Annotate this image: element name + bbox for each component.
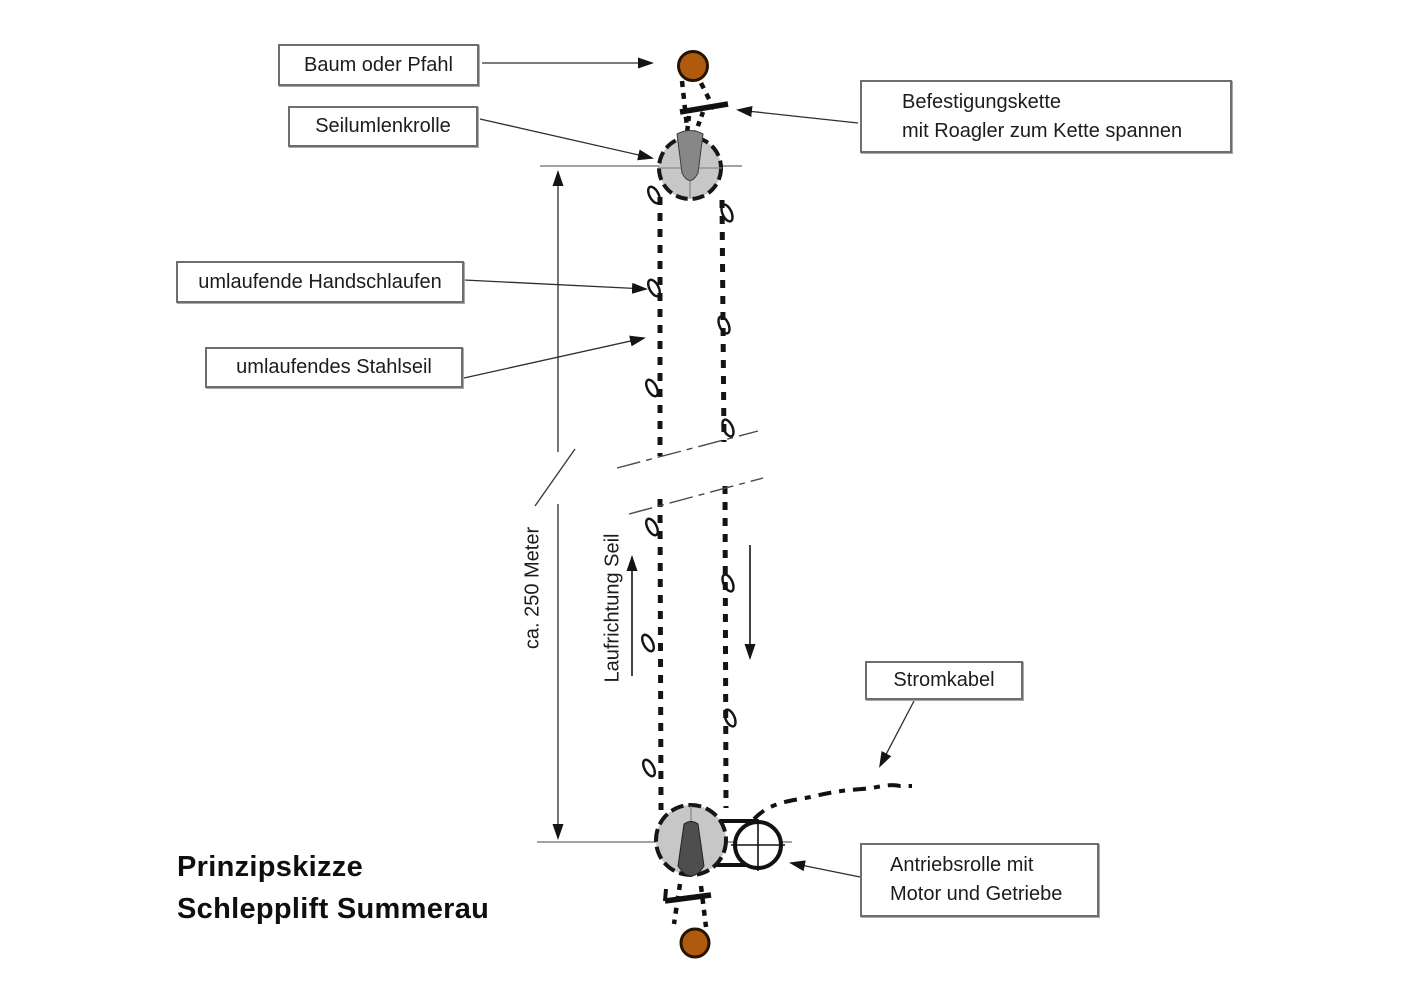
dimension-label: ca. 250 Meter [521, 526, 544, 650]
label-seilumlenkrolle [288, 106, 478, 147]
label-baum-text: Baum oder Pfahl [304, 53, 453, 76]
label-stahlseil-text: umlaufendes Stahlseil [236, 356, 432, 378]
break-line-2 [629, 478, 763, 514]
label-handschlaufen [176, 261, 464, 303]
sketch-title-line1: Prinzipskizze [177, 851, 364, 883]
sketch-title [177, 846, 489, 930]
leader-befestigungskette [738, 110, 858, 123]
rope-left-lower [660, 499, 661, 810]
label-stromkabel-text: Stromkabel [893, 669, 995, 691]
label-antriebsrolle-line1: Antriebsrolle mit [890, 854, 1034, 876]
break-line-1 [617, 431, 758, 468]
sketch-title-line2: Schlepplift Summerau [177, 893, 490, 925]
label-seilumlenkrolle-text: Seilumlenkrolle [315, 115, 451, 137]
rope-right-upper [722, 200, 724, 442]
rope-right-lower [725, 486, 726, 808]
leader-stromkabel [880, 701, 914, 766]
hand-loops-left [640, 185, 662, 778]
leader-seilumlenkrolle [480, 119, 652, 158]
dimension-break-jog [535, 449, 575, 506]
power-cable [754, 785, 912, 819]
fastening-chain-bottom [665, 884, 711, 927]
fastening-chain-top [680, 81, 728, 134]
anchor-post-bottom [681, 929, 709, 957]
leader-stahlseil [464, 338, 644, 378]
label-antriebsrolle-line2: Motor und Getriebe [890, 883, 1063, 905]
leader-antriebsrolle [791, 863, 860, 877]
label-befestigungskette [860, 80, 1232, 153]
label-antriebsrolle [860, 843, 1099, 917]
label-stromkabel [865, 661, 1023, 700]
label-stahlseil [205, 347, 463, 388]
label-handschlaufen-text: umlaufende Handschlaufen [198, 270, 442, 293]
label-befestigungskette-line2: mit Roagler zum Kette spannen [902, 119, 1183, 142]
running-direction-label: Laufrichtung Seil [601, 533, 624, 683]
label-befestigungskette-line1: Befestigungskette [902, 90, 1061, 113]
anchor-post-top [679, 52, 708, 81]
label-baum-oder-pfahl [278, 44, 479, 86]
leader-handschlaufen [464, 280, 646, 289]
